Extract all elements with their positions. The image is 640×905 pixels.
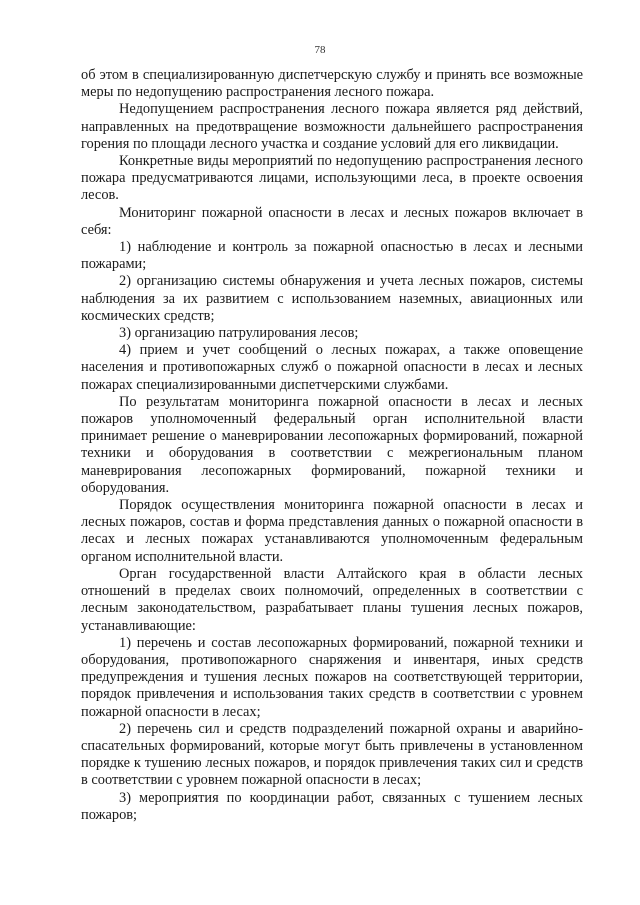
page-number: 78 (314, 44, 326, 56)
paragraph-7: Орган государственной власти Алтайского края в области лесных отношений в пределах своих полномочий, определенных в соответствии с лесным законодательством, разрабатывает планы тушения лесных пожаров, устанавливающие: (81, 565, 583, 634)
plan-item-2: 2) перечень сил и средств подразделений пожарной охраны и аварийно-спасательных формирований, которые могут быть привлечены в установленном порядке к тушению лесных пожаров, и порядок привлечения таких сил и средств в соответствии с уровнем пожарной опасности в лесах; (81, 720, 583, 789)
paragraph-3: Конкретные виды мероприятий по недопущению распространения лесного пожара предусматриваются лицами, использующими леса, в проекте освоения лесов. (81, 153, 583, 204)
list-item-4: 4) прием и учет сообщений о лесных пожарах, а также оповещение населения и противопожарных служб о пожарной опасности в лесах и лесных пожарах специализированными диспетчерскими службами. (81, 342, 583, 393)
paragraph-4: Мониторинг пожарной опасности в лесах и лесных пожаров включает в себя: (81, 204, 583, 238)
list-item-3: 3) организацию патрулирования лесов; (119, 325, 359, 342)
paragraph-2: Недопущением распространения лесного пожара является ряд действий, направленных на предотвращение возможности дальнейшего распространения горения по площади лесного участка и создание условий для его ликвидации. (81, 101, 583, 152)
list-item-2: 2) организацию системы обнаружения и учета лесных пожаров, системы наблюдения за их развитием с использованием наземных, авиационных или космических средств; (81, 273, 583, 324)
paragraph-5: По результатам мониторинга пожарной опасности в лесах и лесных пожаров уполномоченный федеральный орган исполнительной власти принимает решение о маневрировании лесопожарных формирований, пожарной техники и оборудования в соответствии с межрегиональным планом маневрирования лесопожарных формирований, пожарной техники и оборудования. (81, 393, 583, 496)
document-body (81, 67, 583, 824)
paragraph-1: об этом в специализированную диспетчерскую службу и принять все возможные меры по недопущению распространения лесного пожара. (81, 67, 583, 101)
plan-item-3: 3) мероприятия по координации работ, связанных с тушением лесных пожаров; (81, 789, 583, 823)
paragraph-6: Порядок осуществления мониторинга пожарной опасности в лесах и лесных пожаров, состав и форма представления данных о пожарной опасности в лесах и лесных пожарах устанавливаются уполномоченным федеральным органом исполнительной власти. (81, 497, 583, 565)
plan-item-1: 1) перечень и состав лесопожарных формирований, пожарной техники и оборудования, противопожарного снаряжения и инвентаря, иных средств предупреждения и тушения лесных пожаров на соответствующей территории, порядок привлечения и использования таких средств в соответствии с уровнем пожарной опасности в лесах; (81, 634, 583, 720)
list-item-1: 1) наблюдение и контроль за пожарной опасностью в лесах и лесными пожарами; (81, 239, 583, 273)
